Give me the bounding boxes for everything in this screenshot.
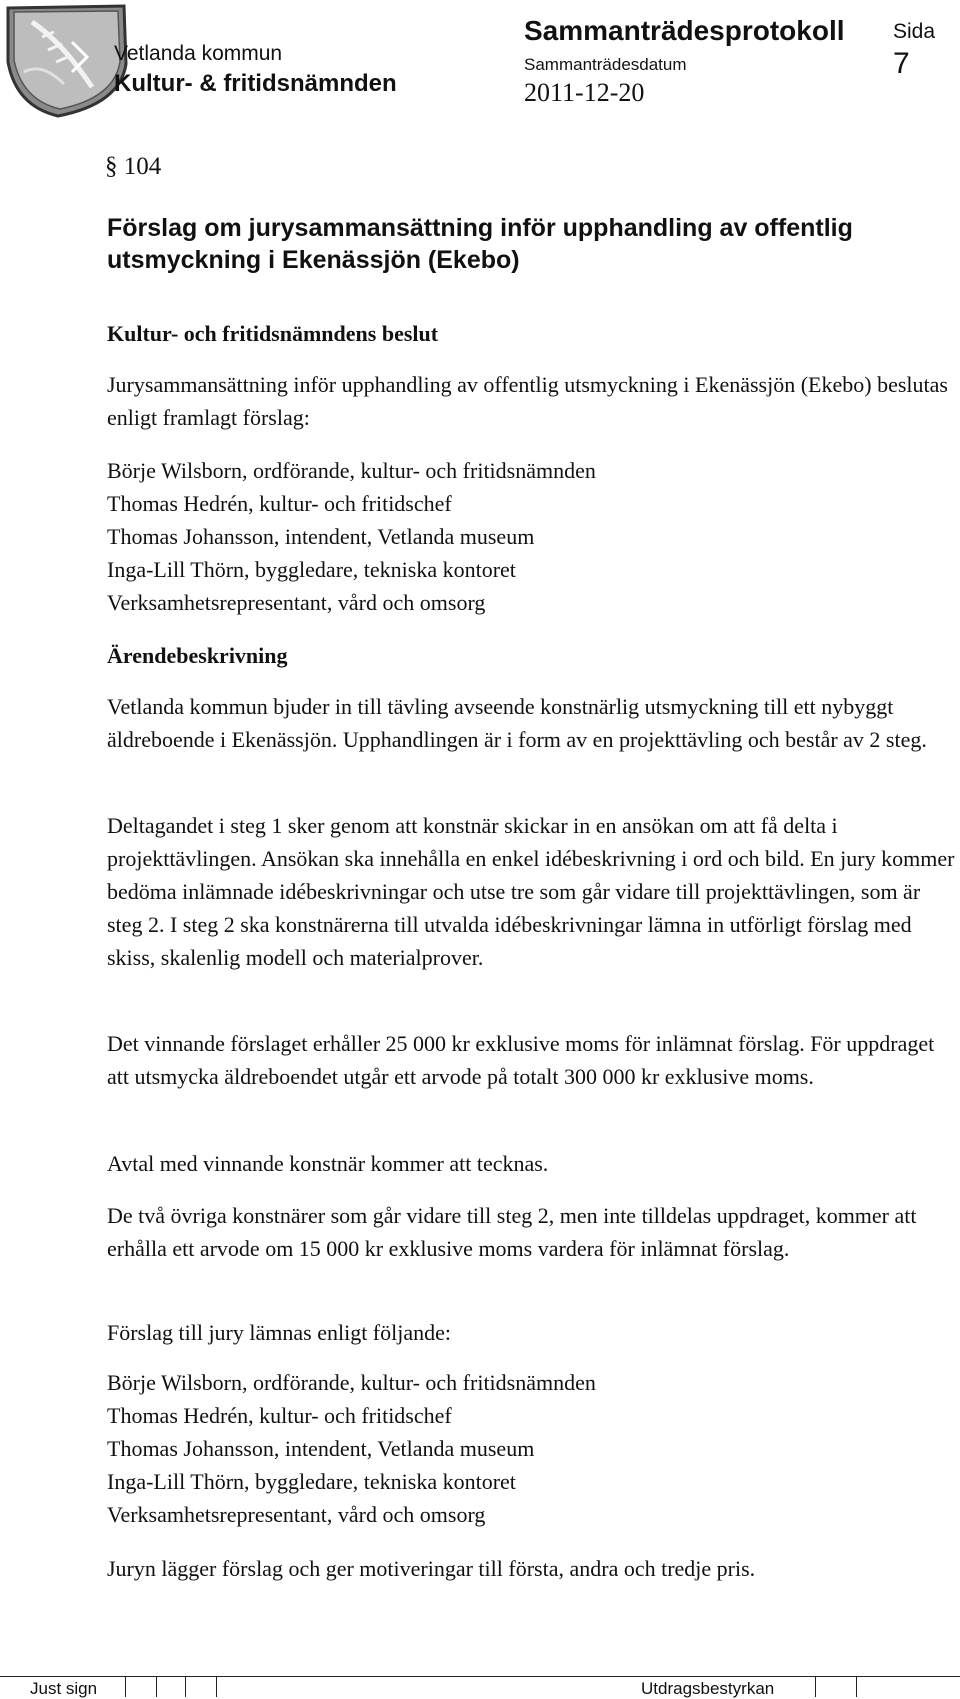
description-heading: Ärendebeskrivning [107, 643, 288, 668]
organization-name: Vetlanda kommun [114, 42, 283, 65]
list-item: Börje Wilsborn, ordförande, kultur- och fritidsnämnden [107, 458, 596, 483]
list-item: Thomas Hedrén, kultur- och fritidschef [107, 1403, 452, 1428]
description-paragraph: Förslag till jury lämnas enligt följande: [107, 1320, 451, 1345]
meeting-date-label: Sammanträdesdatum [524, 55, 687, 74]
paragraph-number: § 104 [105, 153, 162, 180]
decision-text: Jurysammansättning inför upphandling av offentlig utsmyckning i Ekenässjön (Ekebo) beslutas enligt framlagt förslag: [107, 372, 948, 430]
closing-text: Juryn lägger förslag och ger motiveringar till första, andra och tredje pris. [107, 1556, 756, 1581]
decision-member-list [107, 454, 596, 619]
signature-box [125, 1677, 157, 1697]
list-item: Thomas Johansson, intendent, Vetlanda museum [107, 524, 535, 549]
list-item: Thomas Hedrén, kultur- och fritidschef [107, 491, 452, 516]
signature-box [185, 1677, 217, 1697]
list-item: Inga-Lill Thörn, byggledare, tekniska kontoret [107, 557, 516, 582]
certification-box [815, 1677, 857, 1697]
list-item: Verksamhetsrepresentant, vård och omsorg [107, 1502, 486, 1527]
extract-certification-label: Utdragsbestyrkan [641, 1679, 775, 1698]
description-paragraph: Vetlanda kommun bjuder in till tävling avseende konstnärlig utsmyckning till ett nybyggt äldreboende i Ekenässjön. Upphandlingen är i form av en projekttävling och består av 2 steg. [107, 694, 927, 752]
page-label: Sida [893, 20, 936, 43]
description-paragraph: Deltagandet i steg 1 sker genom att konstnär skickar in en ansökan om att få delta i projekttävlingen. Ansökan ska innehålla en enkel idébeskrivning i ord och bild. En jury kommer bedöma inlämnade idébeskrivningar och utse tre som går vidare till projekttävlingen, som är steg 2. I steg 2 ska konstnärerna till utvalda idébeskrivningar lämna in utförligt förslag med skiss, skalenlig modell och materialprover. [107, 813, 955, 970]
description-paragraph: Det vinnande förslaget erhåller 25 000 kr exklusive moms för inlämnat förslag. För uppdraget att utsmycka äldreboendet utgår ett arvode på totalt 300 000 kr exklusive moms. [107, 1031, 935, 1089]
list-item: Thomas Johansson, intendent, Vetlanda museum [107, 1436, 535, 1461]
committee-name: Kultur- & fritidsnämnden [114, 70, 397, 97]
document-type-title: Sammanträdesprotokoll [524, 15, 845, 46]
section-title: Förslag om jurysammansättning inför upphandling av offentlig utsmyckning i Ekenässjön (Ekebo) [107, 214, 853, 274]
description-paragraph: Avtal med vinnande konstnär kommer att tecknas. [107, 1151, 549, 1176]
meeting-date-value: 2011-12-20 [524, 78, 645, 107]
jury-member-list [107, 1366, 596, 1531]
list-item: Inga-Lill Thörn, byggledare, tekniska kontoret [107, 1469, 516, 1494]
list-item: Verksamhetsrepresentant, vård och omsorg [107, 590, 486, 615]
signature-label: Just sign [30, 1679, 98, 1698]
municipal-coat-of-arms-logo [2, 2, 130, 120]
page-number: 7 [893, 47, 910, 80]
list-item: Börje Wilsborn, ordförande, kultur- och fritidsnämnden [107, 1370, 596, 1395]
decision-heading: Kultur- och fritidsnämndens beslut [107, 321, 439, 346]
description-paragraph: De två övriga konstnärer som går vidare till steg 2, men inte tilldelas uppdraget, kommer att erhålla ett arvode om 15 000 kr exklusive moms vardera för inlämnat förslag. [107, 1203, 917, 1261]
